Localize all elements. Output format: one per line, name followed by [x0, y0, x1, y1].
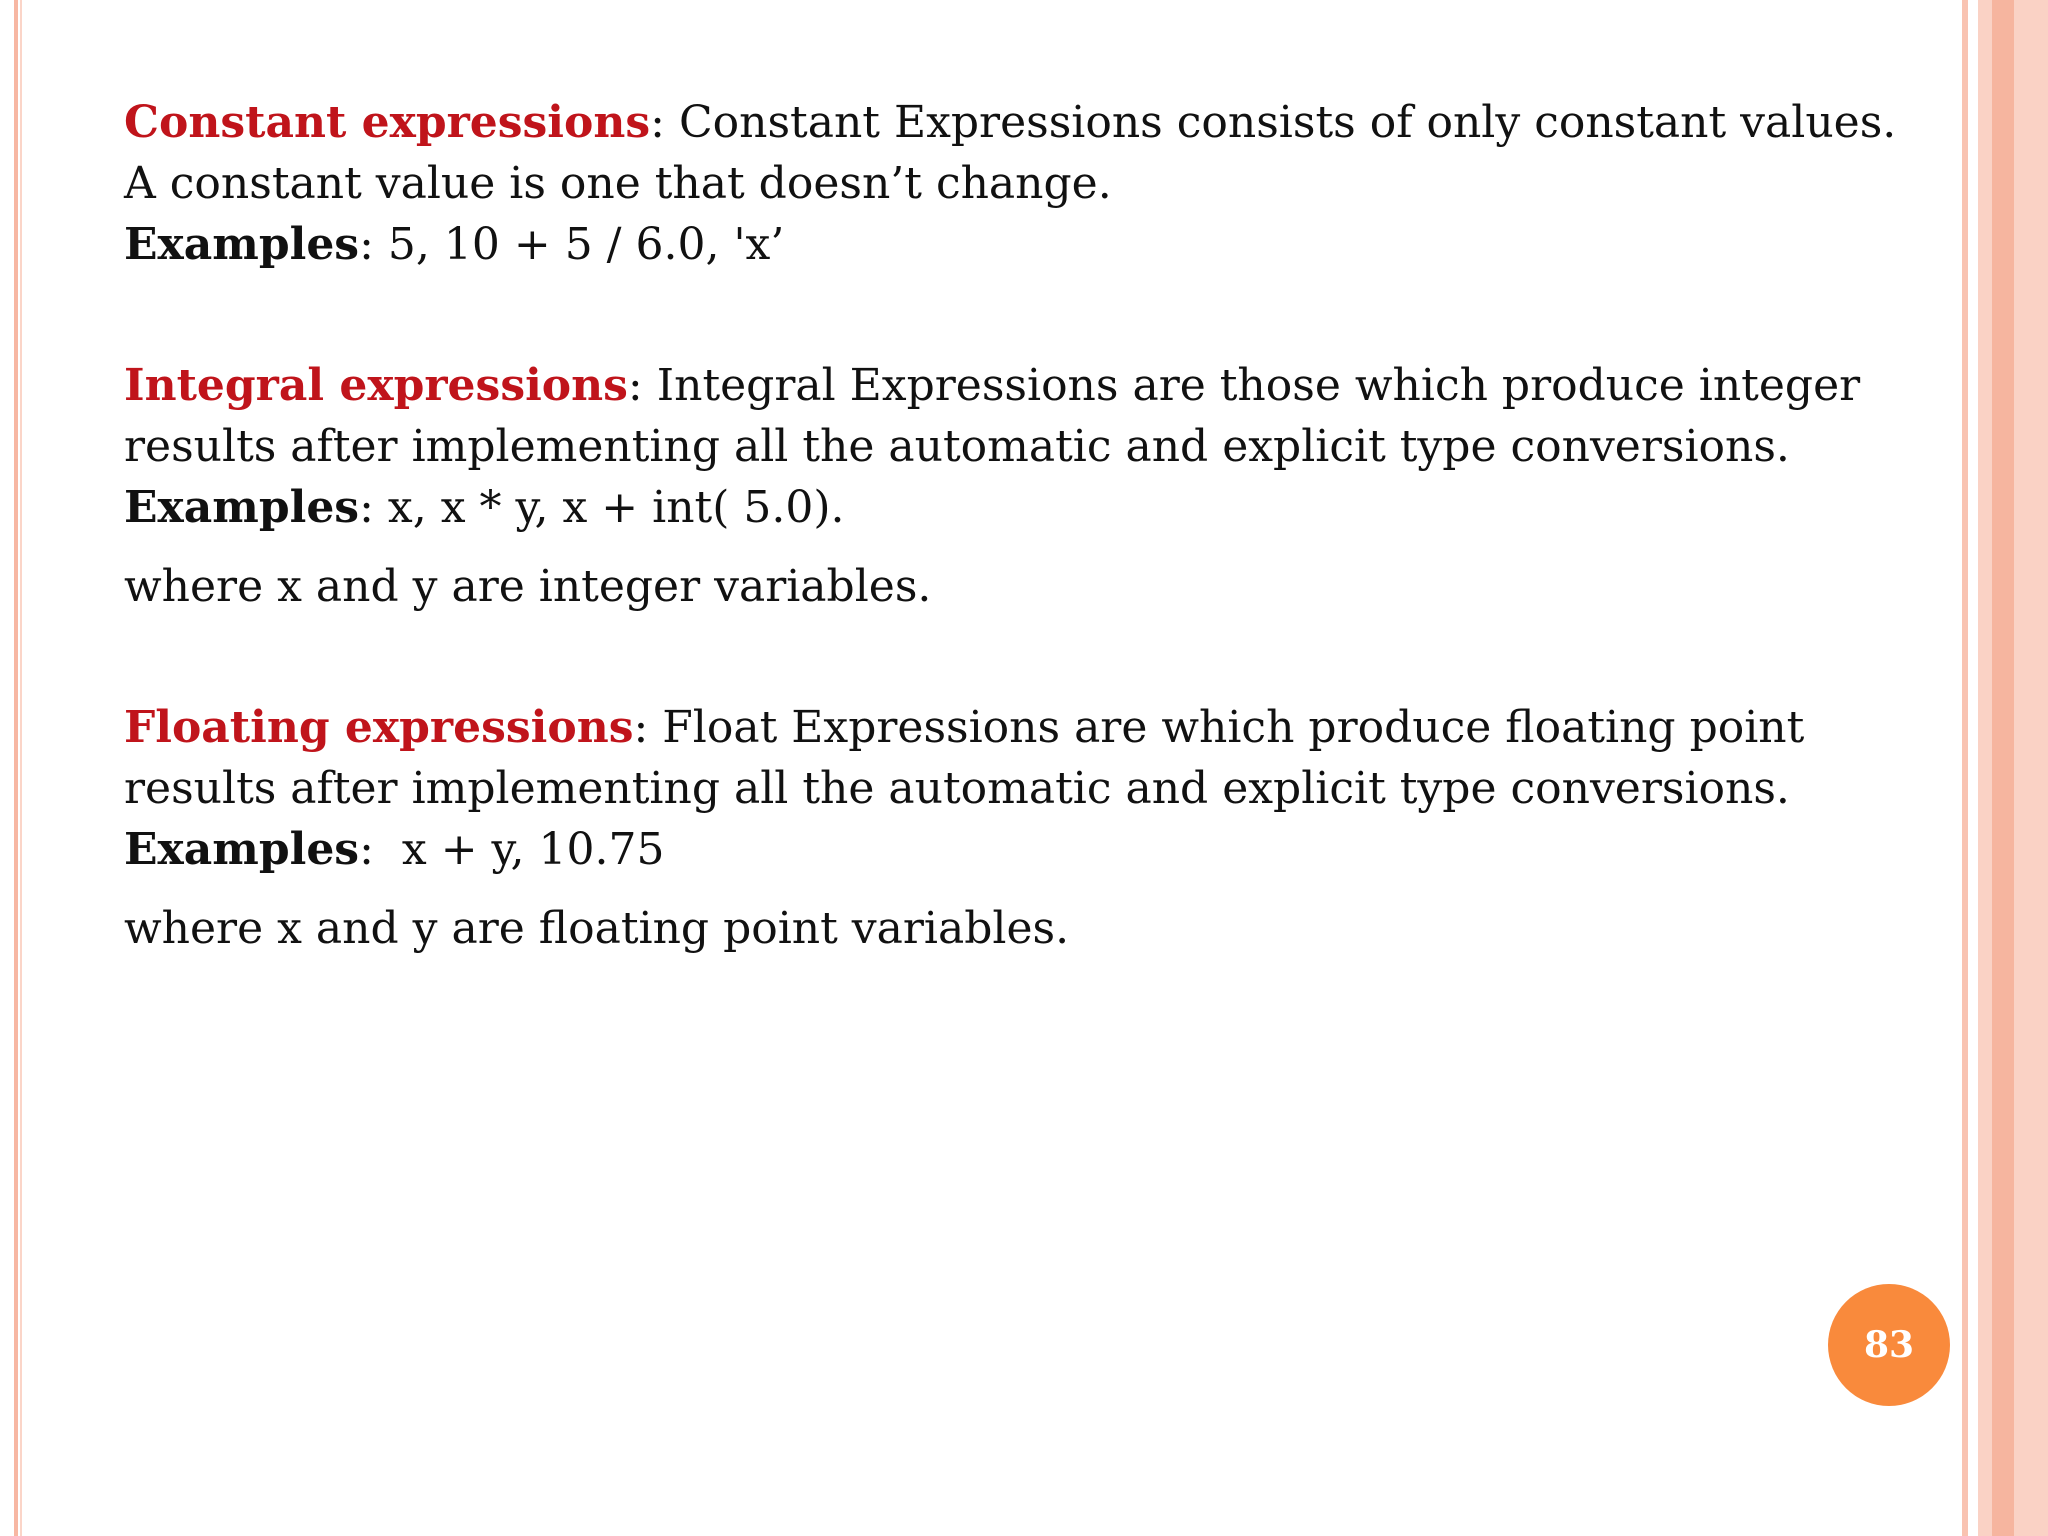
integral-examples-text: x, x * y, x + int( 5.0). [387, 482, 845, 533]
right-border-thick-inner [1992, 0, 2014, 1536]
section-gap [124, 275, 1924, 355]
constant-expressions-definition [124, 92, 1924, 214]
section-gap [124, 617, 1924, 697]
floating-expressions-examples [124, 819, 1924, 880]
constant-expressions-examples [124, 214, 1924, 275]
floating-expressions-term: Floating expressions [124, 702, 634, 753]
constant-examples-text: 5, 10 + 5 / 6.0, 'x’ [387, 219, 785, 270]
right-border-thin [1962, 0, 1968, 1536]
floating-examples-text: x + y, 10.75 [401, 824, 665, 875]
page-number-badge: 83 [1828, 1284, 1950, 1406]
constant-expressions-term: Constant expressions [124, 97, 651, 148]
floating-expressions-definition [124, 697, 1924, 819]
integral-examples-label: Examples [124, 482, 360, 533]
floating-expressions-separator: : [633, 702, 663, 753]
left-border-line-inner [20, 0, 22, 1536]
constant-expressions-separator: : [650, 97, 679, 148]
floating-examples-separator: : [359, 824, 402, 875]
constant-examples-separator: : [359, 219, 388, 270]
floating-expressions-description: Float Expressions are which produce floating point results after implementing all the automatic and explicit type conversions. [124, 702, 1805, 814]
constant-examples-label: Examples [124, 219, 360, 270]
slide-content [124, 92, 1924, 959]
integral-expressions-definition [124, 355, 1924, 477]
integral-expressions-description: Integral Expressions are those which produce integer results after implementing all the automatic and explicit type conversions. [124, 360, 1861, 472]
integral-expressions-examples [124, 477, 1924, 538]
constant-expressions-section [124, 92, 1924, 275]
integral-expressions-section [124, 355, 1924, 617]
integral-expressions-note: where x and y are integer variables. [124, 561, 932, 612]
constant-expressions-description: Constant Expressions consists of only constant values. A constant value is one that doesn’t change. [124, 97, 1897, 209]
floating-expressions-section [124, 697, 1924, 959]
floating-examples-label: Examples [124, 824, 360, 875]
integral-expressions-term: Integral expressions [124, 360, 628, 411]
left-border-line [14, 0, 18, 1536]
integral-expressions-separator: : [627, 360, 657, 411]
integral-examples-separator: : [359, 482, 388, 533]
floating-expressions-note: where x and y are floating point variables. [124, 903, 1070, 954]
